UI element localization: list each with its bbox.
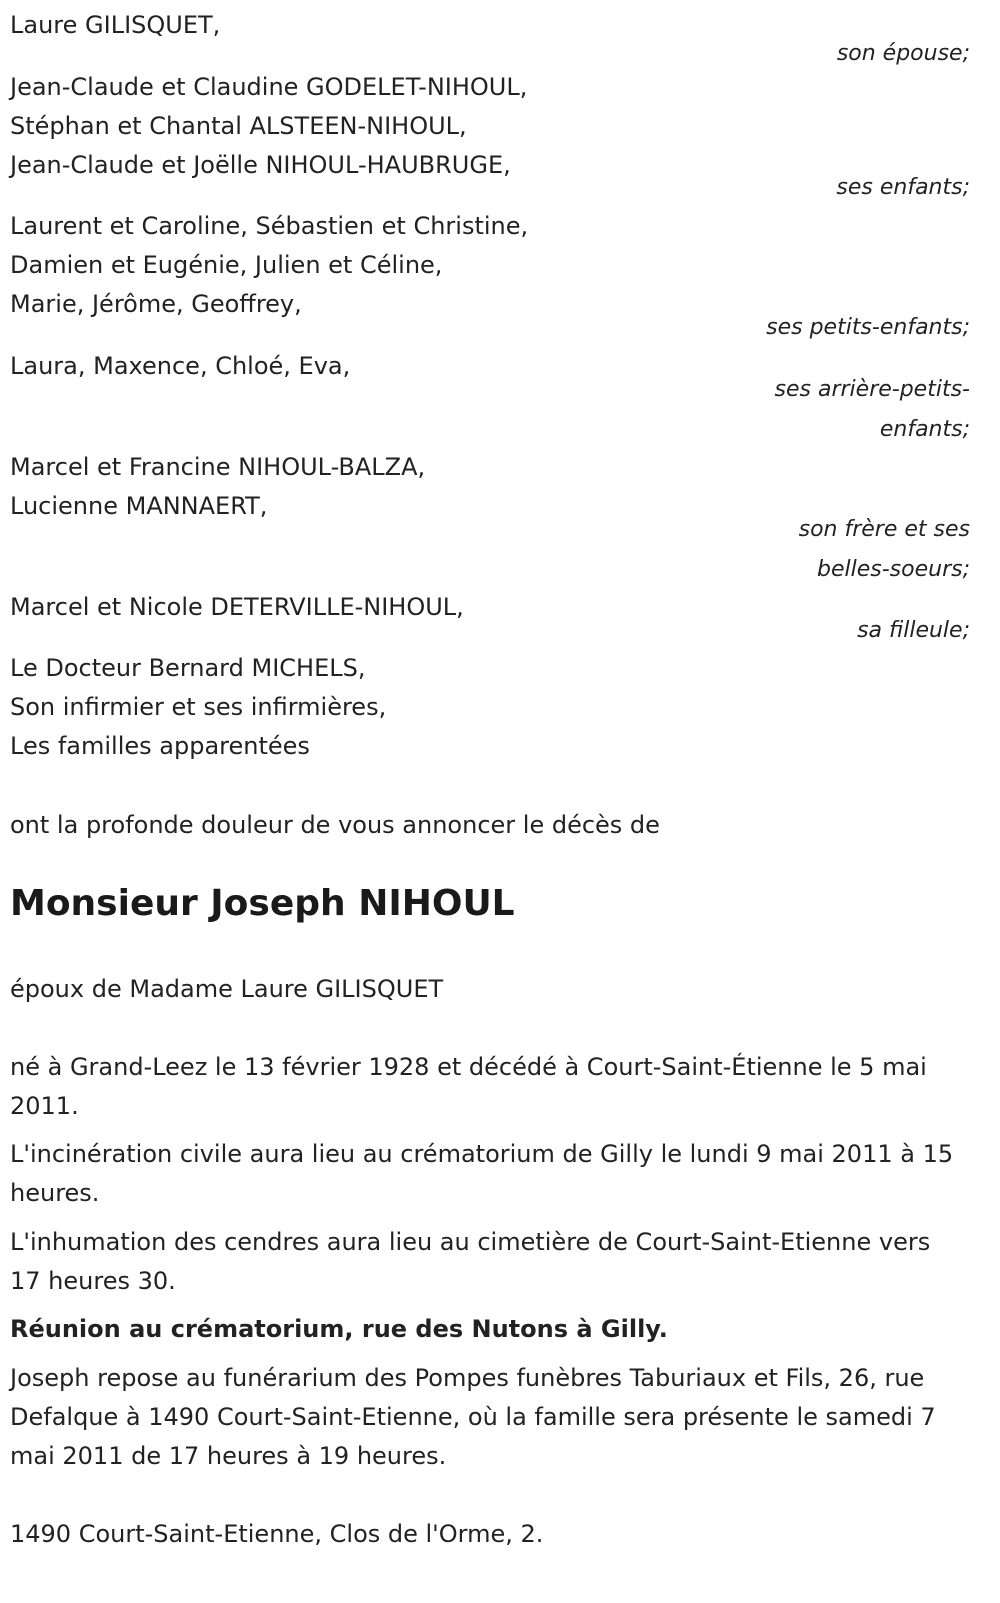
relation-label: ses enfants; xyxy=(836,175,970,200)
relation-label xyxy=(775,370,970,450)
relation-label xyxy=(799,510,970,590)
family-name-line: Jean-Claude et Claudine GODELET-NIHOUL, xyxy=(10,73,528,101)
relation-label: sa filleule; xyxy=(857,618,970,643)
family-group-others xyxy=(10,649,970,766)
relation-label-line: enfants; xyxy=(879,417,970,442)
family-group-grandchildren xyxy=(10,207,970,340)
family-name-line: Laure GILISQUET, xyxy=(10,11,221,39)
relation-label-line: belles-soeurs; xyxy=(817,557,970,582)
birth-death-text: né à Grand-Leez le 13 février 1928 et décédé à Court-Saint-Étienne le 5 mai 2011. xyxy=(10,1053,927,1120)
relation-label: son épouse; xyxy=(836,41,970,66)
announcement-text: ont la profonde douleur de vous annoncer le décès de xyxy=(10,811,660,839)
family-group-children xyxy=(10,68,970,200)
family-name-line: Marcel et Francine NIHOUL-BALZA, xyxy=(10,453,426,481)
deceased-name: Monsieur Joseph NIHOUL xyxy=(10,883,515,924)
family-name-line: Damien et Eugénie, Julien et Céline, xyxy=(10,251,443,279)
family-name-line: Les familles apparentées xyxy=(10,732,310,760)
funeral-home-text: Joseph repose au funérarium des Pompes funèbres Taburiaux et Fils, 26, rue Defalque à 1490 Court-Saint-Etienne, où la famille sera présente le samedi 7 mai 2011 de 17 heures à 19 heures. xyxy=(10,1364,936,1470)
family-group-spouse xyxy=(10,6,970,66)
relation-label-line: ses arrière-petits- xyxy=(774,377,970,402)
relation-label: ses petits-enfants; xyxy=(766,315,970,340)
family-name-line: Stéphan et Chantal ALSTEEN-NIHOUL, xyxy=(10,112,467,140)
cremation-text: L'incinération civile aura lieu au crématorium de Gilly le lundi 9 mai 2011 à 15 heures. xyxy=(10,1140,954,1207)
family-name-line: Marie, Jérôme, Geoffrey, xyxy=(10,290,302,318)
family-group-goddaughter xyxy=(10,588,970,643)
family-name-line: Le Docteur Bernard MICHELS, xyxy=(10,654,366,682)
family-name-line: Son infirmier et ses infirmières, xyxy=(10,693,387,721)
deceased-spouse-line: époux de Madame Laure GILISQUET xyxy=(10,975,444,1003)
meeting-text: Réunion au crématorium, rue des Nutons à Gilly. xyxy=(10,1315,668,1343)
address-text: 1490 Court-Saint-Etienne, Clos de l'Orme, 2. xyxy=(10,1520,544,1548)
family-name-line: Marcel et Nicole DETERVILLE-NIHOUL, xyxy=(10,593,464,621)
burial-text: L'inhumation des cendres aura lieu au cimetière de Court-Saint-Etienne vers 17 heures 30. xyxy=(10,1228,931,1295)
family-group-great-grandchildren xyxy=(10,347,970,442)
family-name-line: Laura, Maxence, Chloé, Eva, xyxy=(10,352,351,380)
family-name-line: Jean-Claude et Joëlle NIHOUL-HAUBRUGE, xyxy=(10,151,511,179)
family-group-siblings xyxy=(10,448,970,582)
relation-label-line: son frère et ses xyxy=(798,517,970,542)
family-name-line: Laurent et Caroline, Sébastien et Christine, xyxy=(10,212,529,240)
family-name-line: Lucienne MANNAERT, xyxy=(10,492,268,520)
